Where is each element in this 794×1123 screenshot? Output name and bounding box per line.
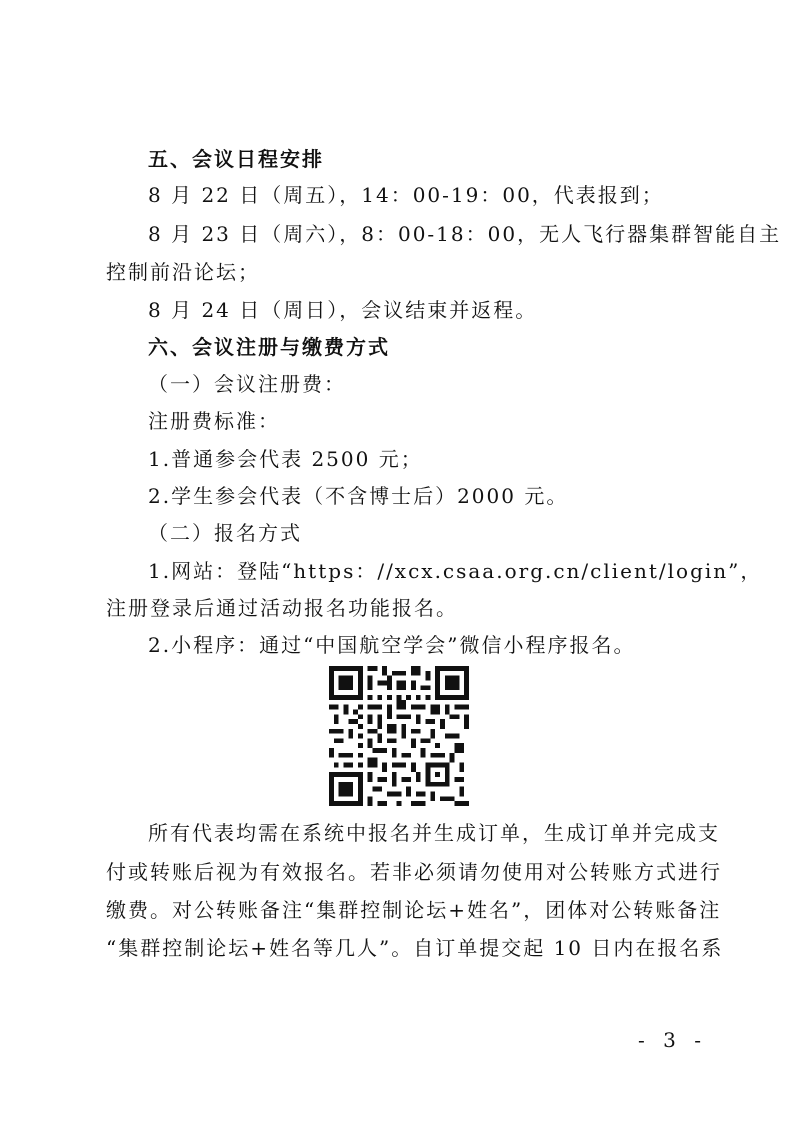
website-line-1: 1.网站：登陆“https：//xcx.csaa.org.cn/client/login”，	[148, 559, 763, 583]
notice-line-4: “集群控制论坛+姓名等几人”。自订单提交起 10 日内在报名系	[106, 936, 724, 960]
mini-program-line: 2.小程序：通过“中国航空学会”微信小程序报名。	[148, 633, 636, 657]
schedule-line-3: 控制前沿论坛；	[106, 260, 260, 284]
subheading-registration-method: （二）报名方式	[148, 521, 302, 545]
section-6-heading: 六、会议注册与缴费方式	[148, 335, 390, 359]
fee-standard-label: 注册费标准：	[148, 409, 280, 433]
page-number: - 3 -	[638, 1028, 707, 1052]
subheading-registration-fee: （一）会议注册费：	[148, 372, 346, 396]
fee-regular: 1.普通参会代表 2500 元；	[148, 447, 423, 471]
schedule-line-1: 8 月 22 日（周五），14：00-19：00，代表报到；	[148, 183, 664, 207]
schedule-line-4: 8 月 24 日（周日），会议结束并返程。	[148, 298, 538, 322]
notice-line-1: 所有代表均需在系统中报名并生成订单，生成订单并完成支	[148, 821, 720, 845]
notice-line-2: 付或转账后视为有效报名。若非必须请勿使用对公转账方式进行	[106, 860, 722, 884]
schedule-line-2: 8 月 23 日（周六），8：00-18：00，无人飞行器集群智能自主	[148, 222, 782, 246]
qr-code-icon	[329, 666, 469, 806]
website-line-2: 注册登录后通过活动报名功能报名。	[106, 596, 458, 620]
fee-student: 2.学生参会代表（不含博士后）2000 元。	[148, 484, 569, 508]
section-5-heading: 五、会议日程安排	[148, 147, 324, 171]
notice-line-3: 缴费。对公转账备注“集群控制论坛+姓名”，团体对公转账备注	[106, 898, 722, 922]
